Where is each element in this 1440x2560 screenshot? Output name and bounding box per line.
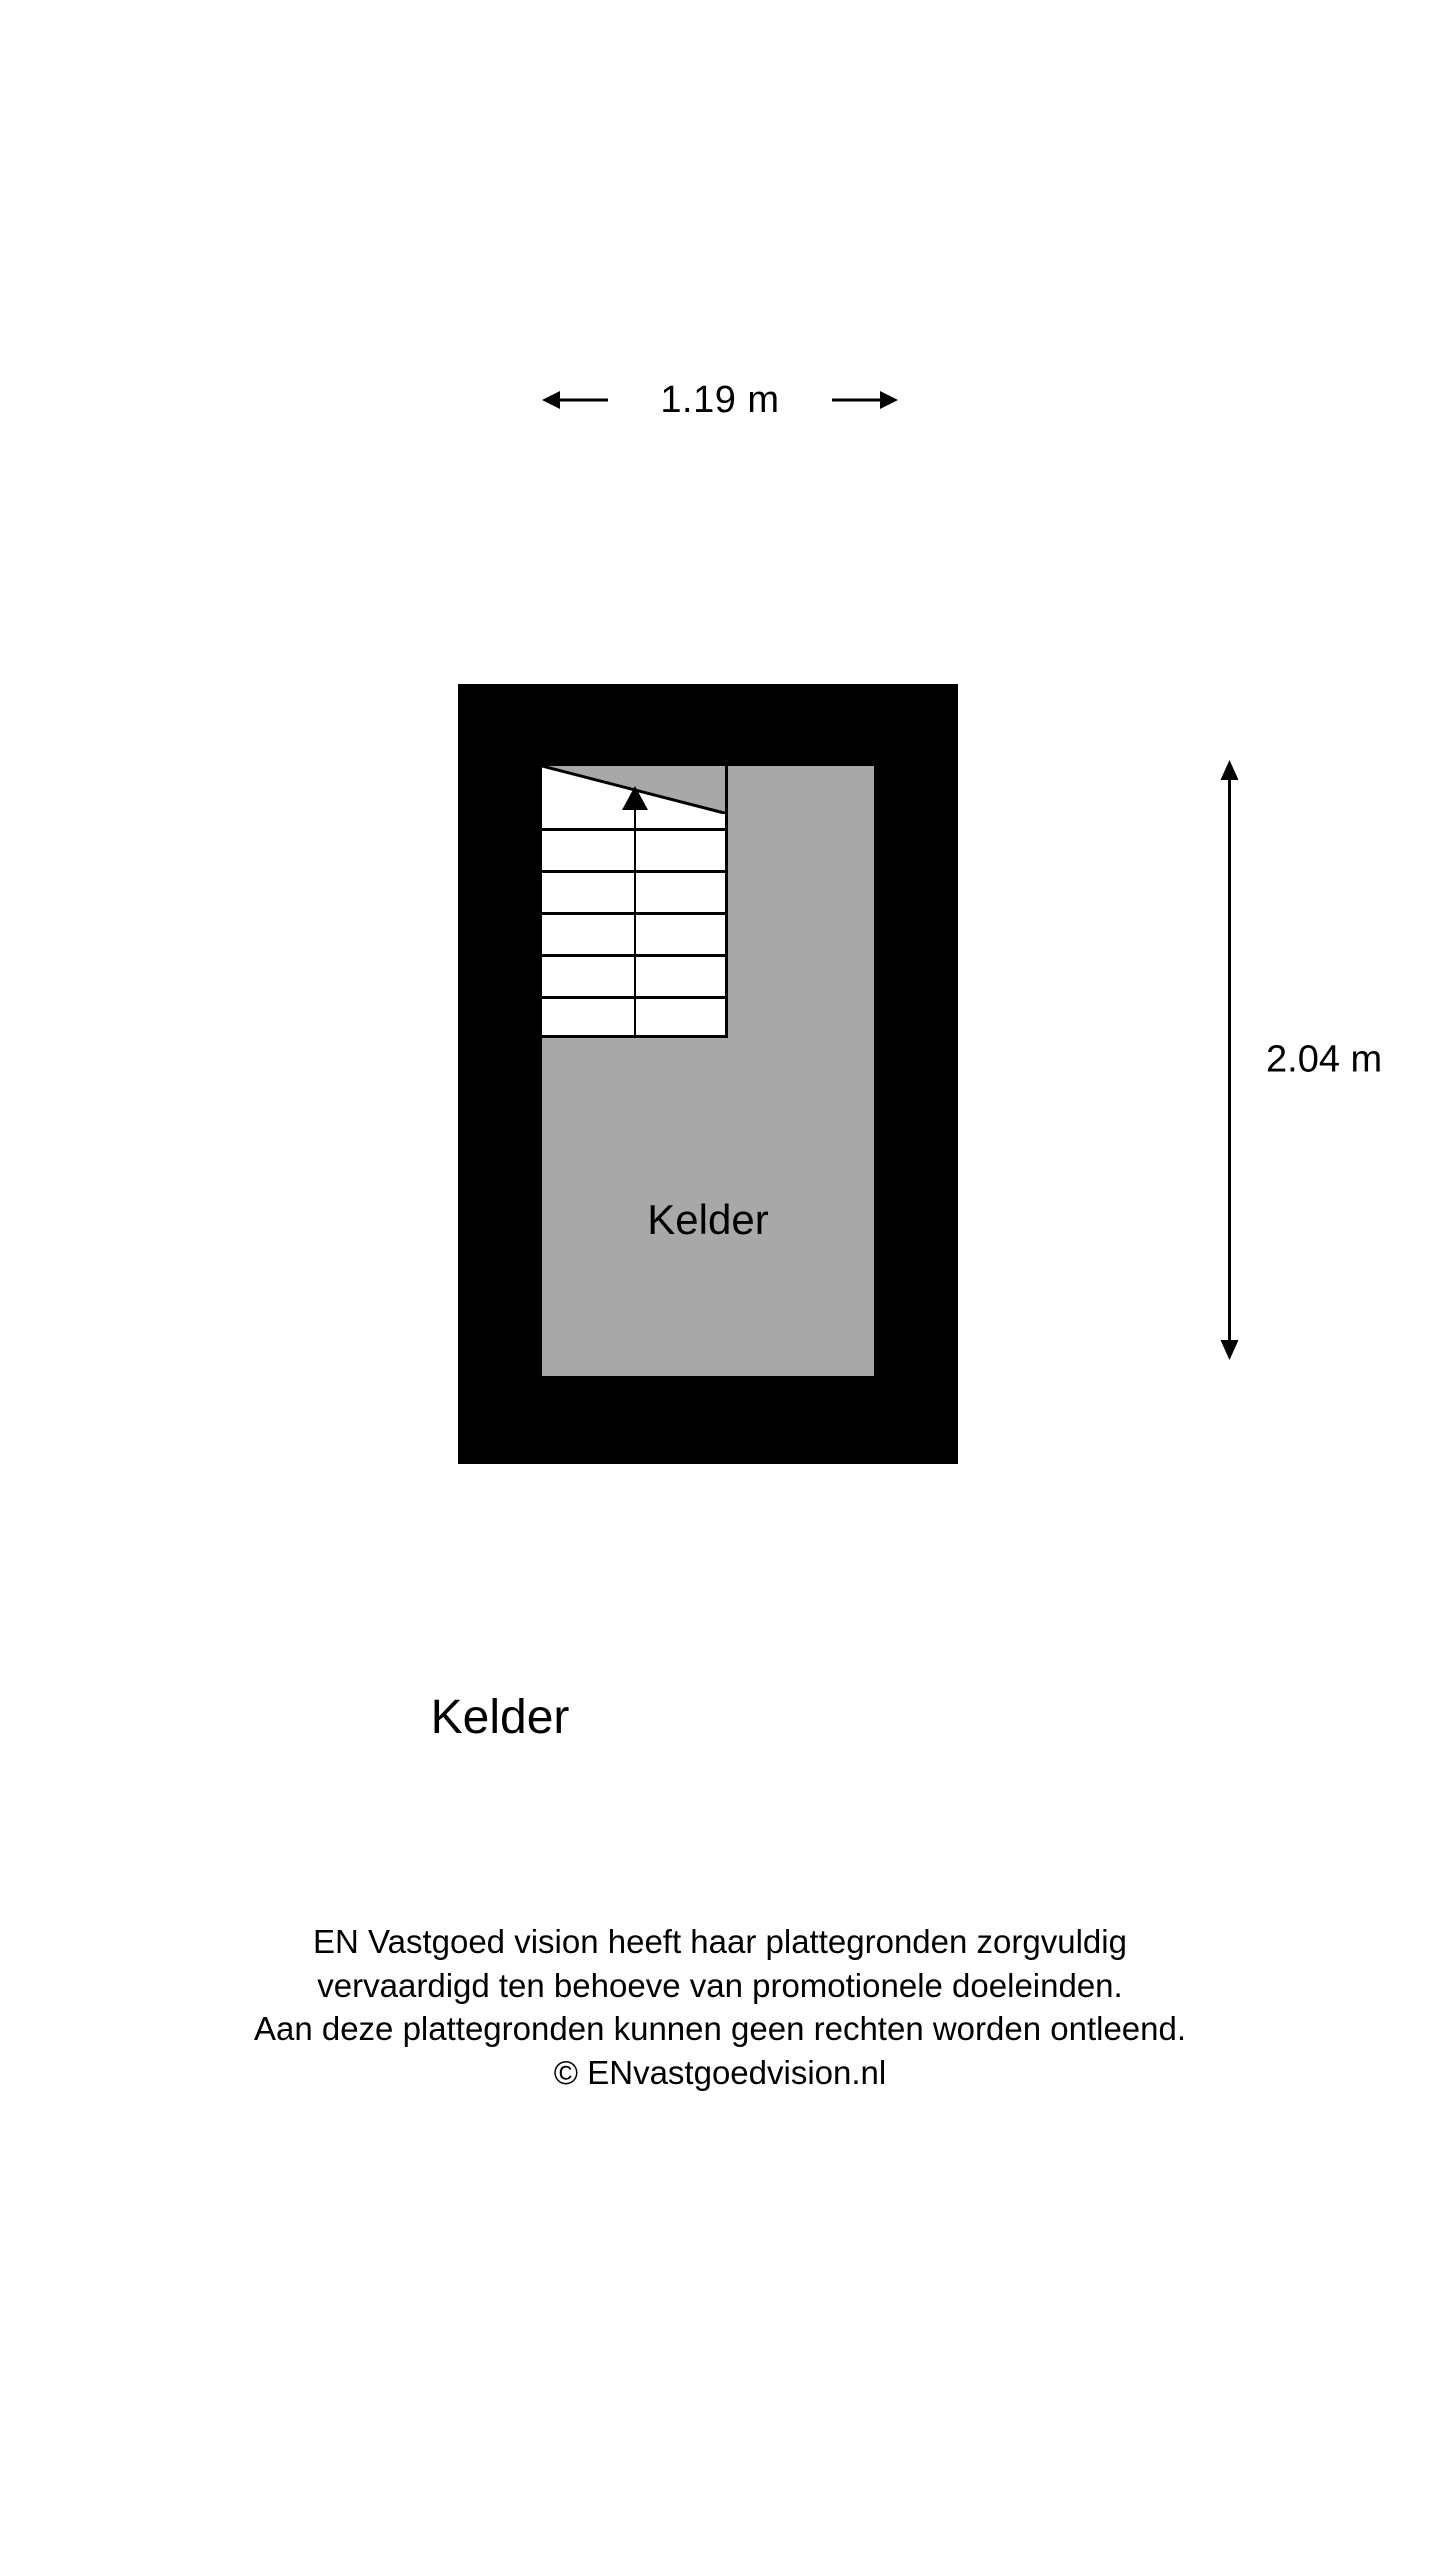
stair-tread — [542, 912, 725, 915]
floor-title: Kelder — [430, 1691, 570, 1744]
staircase — [542, 766, 728, 1038]
disclaimer-line-3: Aan deze plattegronden kunnen geen rechten worden ontleend. — [253, 2010, 1187, 2048]
width-dimension — [520, 370, 920, 430]
room-name-label: Kelder — [647, 1196, 769, 1243]
stair-tread — [542, 828, 725, 831]
arrow-right-icon — [880, 391, 898, 409]
stair-tread — [542, 996, 725, 999]
dimension-line-vertical — [1228, 778, 1231, 1342]
height-dimension — [1180, 760, 1400, 1360]
stair-tread — [542, 870, 725, 873]
disclaimer-line-2: vervaardigd ten behoeve van promotionele doeleinden. — [317, 1966, 1123, 2004]
height-dimension-label: 2.04 m — [1266, 1038, 1383, 1081]
stair-tread — [542, 954, 725, 957]
staircase-diagonal-edge — [542, 766, 725, 814]
disclaimer-text — [0, 1920, 1440, 2094]
disclaimer-line-1: EN Vastgoed vision heeft haar plattegronden zorgvuldig — [313, 1923, 1127, 1960]
width-dimension-label: 1.19 m — [644, 379, 795, 422]
dimension-line-left — [548, 399, 608, 402]
disclaimer-copyright: © ENvastgoedvision.nl — [553, 2053, 887, 2091]
arrow-up-icon — [1221, 760, 1239, 780]
arrow-down-icon — [1221, 1340, 1239, 1360]
floor-plan-drawing — [458, 684, 958, 1464]
